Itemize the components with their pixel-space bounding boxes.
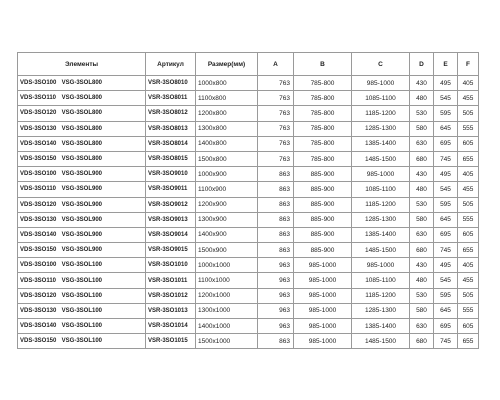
- cell-a: 863: [258, 243, 294, 258]
- table-row: [18, 136, 479, 151]
- cell-a: 763: [258, 136, 294, 151]
- cell-f: 605: [458, 227, 479, 242]
- cell-a: 763: [258, 91, 294, 106]
- cell-c: 1085-1100: [352, 273, 410, 288]
- cell-article: VSR-3SO1010: [146, 258, 196, 273]
- element-code-glass: VSG-3SOL900: [61, 247, 103, 254]
- cell-size: 1200x1000: [196, 288, 258, 303]
- cell-elements: [18, 243, 146, 258]
- cell-d: 680: [410, 334, 434, 349]
- cell-elements: [18, 91, 146, 106]
- header-elements: Элементы: [18, 53, 146, 76]
- cell-d: 480: [410, 182, 434, 197]
- cell-c: 1485-1500: [352, 243, 410, 258]
- cell-a: 863: [258, 334, 294, 349]
- element-code-door: VDS-3SO130: [20, 216, 57, 223]
- cell-article: VSR-3SO8013: [146, 121, 196, 136]
- cell-d: 580: [410, 121, 434, 136]
- cell-f: 555: [458, 212, 479, 227]
- cell-d: 580: [410, 303, 434, 318]
- cell-b: 885-900: [294, 227, 352, 242]
- cell-elements: [18, 197, 146, 212]
- header-f: F: [458, 53, 479, 76]
- cell-size: 1100x900: [196, 182, 258, 197]
- cell-e: 595: [434, 197, 458, 212]
- spec-table: [17, 52, 479, 349]
- table-row: [18, 303, 479, 318]
- cell-elements: [18, 258, 146, 273]
- cell-e: 495: [434, 76, 458, 91]
- cell-size: 1500x800: [196, 151, 258, 166]
- cell-c: 1285-1300: [352, 212, 410, 227]
- element-code-glass: VSG-3SOL100: [61, 323, 103, 330]
- cell-article: VSR-3SO1012: [146, 288, 196, 303]
- cell-elements: [18, 319, 146, 334]
- element-code-door: VDS-3SO110: [20, 95, 57, 102]
- cell-f: 655: [458, 151, 479, 166]
- element-code-door: VDS-3SO140: [20, 140, 57, 147]
- cell-b: 985-1000: [294, 334, 352, 349]
- cell-d: 680: [410, 151, 434, 166]
- cell-f: 505: [458, 197, 479, 212]
- cell-size: 1000x900: [196, 167, 258, 182]
- cell-a: 763: [258, 106, 294, 121]
- cell-d: 630: [410, 227, 434, 242]
- cell-elements: [18, 288, 146, 303]
- element-code-glass: VSG-3SOL800: [61, 140, 103, 147]
- cell-article: VSR-3SO9014: [146, 227, 196, 242]
- cell-b: 985-1000: [294, 303, 352, 318]
- table-row: [18, 334, 479, 349]
- cell-size: 1200x900: [196, 197, 258, 212]
- element-code-glass: VSG-3SOL900: [61, 216, 103, 223]
- element-code-glass: VSG-3SOL900: [61, 231, 103, 238]
- cell-size: 1300x800: [196, 121, 258, 136]
- element-code-door: VDS-3SO150: [20, 156, 57, 163]
- cell-size: 1500x1000: [196, 334, 258, 349]
- element-code-door: VDS-3SO100: [20, 80, 57, 87]
- cell-b: 985-1000: [294, 258, 352, 273]
- cell-c: 1485-1500: [352, 334, 410, 349]
- table-row: [18, 288, 479, 303]
- element-code-glass: VSG-3SOL900: [61, 201, 103, 208]
- header-size: Размер(мм): [196, 53, 258, 76]
- element-code-door: VDS-3SO120: [20, 201, 57, 208]
- cell-f: 405: [458, 258, 479, 273]
- element-code-door: VDS-3SO110: [20, 186, 57, 193]
- table-row: [18, 167, 479, 182]
- cell-f: 555: [458, 303, 479, 318]
- cell-size: 1300x1000: [196, 303, 258, 318]
- cell-e: 495: [434, 258, 458, 273]
- cell-b: 785-800: [294, 106, 352, 121]
- cell-b: 785-800: [294, 121, 352, 136]
- cell-b: 985-1000: [294, 273, 352, 288]
- cell-article: VSR-3SO9012: [146, 197, 196, 212]
- cell-article: VSR-3SO8011: [146, 91, 196, 106]
- element-code-glass: VSG-3SOL100: [61, 262, 103, 269]
- cell-c: 1285-1300: [352, 303, 410, 318]
- cell-c: 1185-1200: [352, 197, 410, 212]
- cell-e: 745: [434, 334, 458, 349]
- cell-size: 1000x800: [196, 76, 258, 91]
- element-code-door: VDS-3SO120: [20, 292, 57, 299]
- cell-d: 480: [410, 273, 434, 288]
- cell-b: 985-1000: [294, 319, 352, 334]
- cell-size: 1400x900: [196, 227, 258, 242]
- table-row: [18, 121, 479, 136]
- table-row: [18, 258, 479, 273]
- cell-article: VSR-3SO1015: [146, 334, 196, 349]
- cell-elements: [18, 227, 146, 242]
- cell-e: 495: [434, 167, 458, 182]
- cell-e: 595: [434, 288, 458, 303]
- cell-elements: [18, 334, 146, 349]
- cell-d: 630: [410, 136, 434, 151]
- cell-c: 1085-1100: [352, 182, 410, 197]
- cell-article: VSR-3SO8014: [146, 136, 196, 151]
- header-c: C: [352, 53, 410, 76]
- cell-a: 763: [258, 151, 294, 166]
- cell-f: 405: [458, 167, 479, 182]
- table-row: [18, 227, 479, 242]
- cell-e: 695: [434, 227, 458, 242]
- cell-e: 695: [434, 136, 458, 151]
- cell-c: 1185-1200: [352, 288, 410, 303]
- table-body: [18, 76, 479, 349]
- cell-b: 885-900: [294, 197, 352, 212]
- cell-f: 455: [458, 91, 479, 106]
- cell-elements: [18, 76, 146, 91]
- cell-f: 605: [458, 136, 479, 151]
- cell-b: 885-900: [294, 182, 352, 197]
- cell-a: 963: [258, 273, 294, 288]
- cell-a: 863: [258, 182, 294, 197]
- cell-a: 963: [258, 258, 294, 273]
- element-code-glass: VSG-3SOL800: [61, 110, 103, 117]
- cell-e: 545: [434, 182, 458, 197]
- cell-a: 863: [258, 212, 294, 227]
- spec-sheet: [17, 52, 478, 349]
- cell-b: 785-800: [294, 151, 352, 166]
- table-row: [18, 91, 479, 106]
- cell-f: 405: [458, 76, 479, 91]
- table-header-row: [18, 53, 479, 76]
- cell-a: 963: [258, 303, 294, 318]
- cell-c: 985-1000: [352, 258, 410, 273]
- element-code-glass: VSG-3SOL900: [61, 171, 103, 178]
- cell-e: 695: [434, 319, 458, 334]
- cell-f: 655: [458, 243, 479, 258]
- cell-d: 480: [410, 91, 434, 106]
- cell-a: 963: [258, 319, 294, 334]
- header-a: A: [258, 53, 294, 76]
- cell-e: 595: [434, 106, 458, 121]
- cell-size: 1200x800: [196, 106, 258, 121]
- cell-article: VSR-3SO1011: [146, 273, 196, 288]
- header-b: B: [294, 53, 352, 76]
- element-code-door: VDS-3SO120: [20, 110, 57, 117]
- cell-e: 645: [434, 121, 458, 136]
- element-code-glass: VSG-3SOL100: [61, 307, 103, 314]
- cell-elements: [18, 182, 146, 197]
- cell-d: 530: [410, 197, 434, 212]
- cell-size: 1000x1000: [196, 258, 258, 273]
- cell-f: 505: [458, 288, 479, 303]
- cell-e: 545: [434, 91, 458, 106]
- cell-c: 1385-1400: [352, 136, 410, 151]
- cell-size: 1500x900: [196, 243, 258, 258]
- cell-b: 785-800: [294, 91, 352, 106]
- cell-c: 985-1000: [352, 167, 410, 182]
- table-row: [18, 197, 479, 212]
- cell-a: 763: [258, 121, 294, 136]
- cell-elements: [18, 121, 146, 136]
- cell-f: 605: [458, 319, 479, 334]
- table-row: [18, 243, 479, 258]
- element-code-door: VDS-3SO100: [20, 262, 57, 269]
- element-code-door: VDS-3SO130: [20, 125, 57, 132]
- cell-elements: [18, 151, 146, 166]
- header-e: E: [434, 53, 458, 76]
- cell-d: 430: [410, 76, 434, 91]
- cell-d: 430: [410, 258, 434, 273]
- cell-d: 630: [410, 319, 434, 334]
- table-row: [18, 212, 479, 227]
- cell-size: 1100x800: [196, 91, 258, 106]
- cell-f: 555: [458, 121, 479, 136]
- cell-elements: [18, 303, 146, 318]
- cell-a: 863: [258, 227, 294, 242]
- cell-a: 763: [258, 76, 294, 91]
- cell-elements: [18, 136, 146, 151]
- cell-b: 785-800: [294, 76, 352, 91]
- cell-a: 863: [258, 197, 294, 212]
- element-code-door: VDS-3SO110: [20, 277, 57, 284]
- cell-d: 430: [410, 167, 434, 182]
- header-d: D: [410, 53, 434, 76]
- table-row: [18, 151, 479, 166]
- cell-article: VSR-3SO9013: [146, 212, 196, 227]
- cell-b: 885-900: [294, 212, 352, 227]
- table-row: [18, 273, 479, 288]
- cell-d: 580: [410, 212, 434, 227]
- element-code-glass: VSG-3SOL800: [61, 80, 103, 87]
- cell-c: 1085-1100: [352, 91, 410, 106]
- cell-a: 863: [258, 167, 294, 182]
- cell-c: 985-1000: [352, 76, 410, 91]
- cell-article: VSR-3SO9010: [146, 167, 196, 182]
- cell-elements: [18, 106, 146, 121]
- cell-article: VSR-3SO8015: [146, 151, 196, 166]
- cell-article: VSR-3SO9011: [146, 182, 196, 197]
- element-code-door: VDS-3SO150: [20, 247, 57, 254]
- cell-d: 530: [410, 106, 434, 121]
- cell-f: 455: [458, 182, 479, 197]
- element-code-door: VDS-3SO130: [20, 307, 57, 314]
- cell-elements: [18, 212, 146, 227]
- cell-size: 1400x1000: [196, 319, 258, 334]
- cell-elements: [18, 273, 146, 288]
- element-code-door: VDS-3SO140: [20, 231, 57, 238]
- element-code-glass: VSG-3SOL100: [61, 338, 103, 345]
- table-row: [18, 182, 479, 197]
- cell-d: 530: [410, 288, 434, 303]
- element-code-glass: VSG-3SOL100: [61, 277, 103, 284]
- cell-size: 1100x1000: [196, 273, 258, 288]
- element-code-glass: VSG-3SOL100: [61, 292, 103, 299]
- element-code-glass: VSG-3SOL800: [61, 125, 103, 132]
- cell-c: 1385-1400: [352, 319, 410, 334]
- cell-article: VSR-3SO1014: [146, 319, 196, 334]
- cell-c: 1385-1400: [352, 227, 410, 242]
- cell-e: 645: [434, 212, 458, 227]
- cell-d: 680: [410, 243, 434, 258]
- element-code-glass: VSG-3SOL800: [61, 156, 103, 163]
- cell-b: 785-800: [294, 136, 352, 151]
- table-row: [18, 319, 479, 334]
- element-code-door: VDS-3SO150: [20, 338, 57, 345]
- header-article: Артикул: [146, 53, 196, 76]
- element-code-glass: VSG-3SOL800: [61, 95, 103, 102]
- cell-article: VSR-3SO8012: [146, 106, 196, 121]
- cell-c: 1185-1200: [352, 106, 410, 121]
- element-code-glass: VSG-3SOL900: [61, 186, 103, 193]
- cell-article: VSR-3SO9015: [146, 243, 196, 258]
- cell-b: 885-900: [294, 243, 352, 258]
- cell-size: 1300x900: [196, 212, 258, 227]
- cell-c: 1485-1500: [352, 151, 410, 166]
- cell-size: 1400x800: [196, 136, 258, 151]
- cell-b: 985-1000: [294, 288, 352, 303]
- cell-elements: [18, 167, 146, 182]
- cell-e: 645: [434, 303, 458, 318]
- cell-a: 963: [258, 288, 294, 303]
- cell-f: 505: [458, 106, 479, 121]
- cell-article: VSR-3SO1013: [146, 303, 196, 318]
- cell-f: 655: [458, 334, 479, 349]
- cell-f: 455: [458, 273, 479, 288]
- cell-b: 885-900: [294, 167, 352, 182]
- element-code-door: VDS-3SO140: [20, 323, 57, 330]
- cell-e: 745: [434, 243, 458, 258]
- cell-c: 1285-1300: [352, 121, 410, 136]
- cell-e: 745: [434, 151, 458, 166]
- cell-e: 545: [434, 273, 458, 288]
- cell-article: VSR-3SO8010: [146, 76, 196, 91]
- element-code-door: VDS-3SO100: [20, 171, 57, 178]
- table-row: [18, 106, 479, 121]
- table-row: [18, 76, 479, 91]
